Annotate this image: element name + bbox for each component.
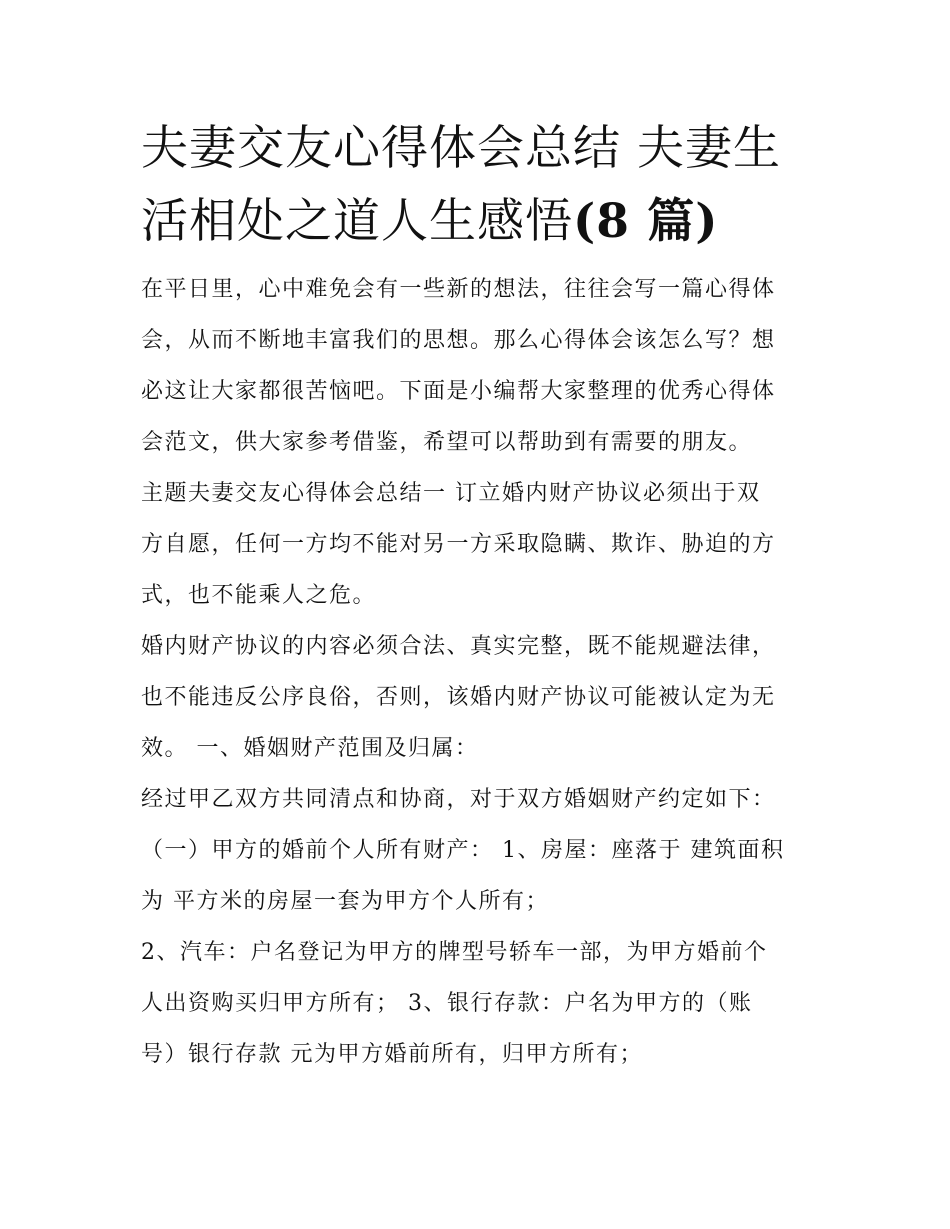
paragraph-topic: 主题夫妻交友心得体会总结一 订立婚内财产协议必须出于双 方自愿，任何一方均不能对另一方采取隐瞒、欺诈、胁迫的方 式，也不能乘人之危。: [141, 481, 776, 608]
title-line-2: 活相处之道人生感悟: [141, 194, 573, 249]
paragraph-intro: 在平日里，心中难免会有一些新的想法，往往会写一篇心得体 会，从而不断地丰富我们的思想。那么心得体会该怎么写？想 必这让大家都很苦恼吧。下面是小编帮大家整理的优秀心得体 会范文，供大家参考借鉴，希望可以帮助到有需要的朋友。: [141, 277, 776, 455]
title-line-1: 夫妻交友心得体会总结 夫妻生: [141, 121, 781, 176]
paragraph-assets: 2、汽车：户名登记为甲方的牌型号轿车一部，为甲方婚前个 人出资购买归甲方所有； 3、银行存款：户名为甲方的（账 号）银行存款 元为甲方婚前所有，归甲方所有；: [141, 940, 768, 1067]
document-body: [141, 264, 816, 1080]
paragraph-agreement: 经过甲乙双方共同清点和协商，对于双方婚姻财产约定如下： （一）甲方的婚前个人所有财产： 1、房屋：座落于 建筑面积 为 平方米的房屋一套为甲方个人所有；: [141, 787, 785, 914]
document-title: [141, 112, 816, 258]
title-count: (8 篇): [573, 194, 719, 249]
document-content: [141, 112, 816, 1080]
paragraph-content-legal: 婚内财产协议的内容必须合法、真实完整，既不能规避法律， 也不能违反公序良俗，否则，该婚内财产协议可能被认定为无 效。 一、婚姻财产范围及归属：: [141, 634, 776, 761]
